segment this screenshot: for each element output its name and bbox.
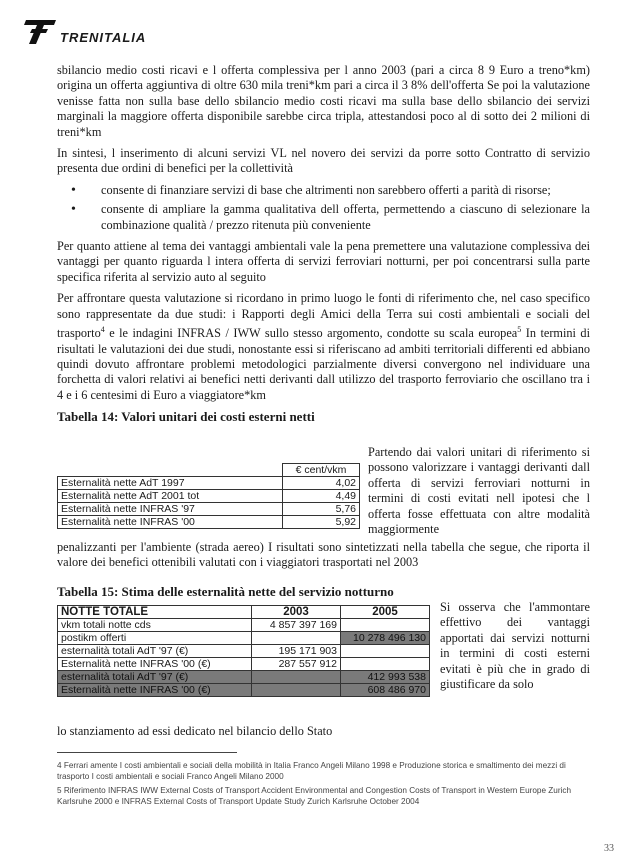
value-2005: [341, 658, 430, 671]
value-2005: [341, 645, 430, 658]
table-header-row: [58, 464, 360, 477]
value-2003: 287 557 912: [252, 658, 341, 671]
trenitalia-logo-icon: [24, 16, 58, 51]
value-2003: [252, 684, 341, 697]
table-15-side-text: Si osserva che l'ammontare effettivo dei vantaggi apportati dai servizi notturni in termini di costi esterni evitati è più che in grado di giustificare da solo: [440, 600, 590, 692]
page-number: 33: [604, 843, 614, 854]
document-header: [24, 16, 324, 50]
document-body: [57, 63, 590, 433]
row-value: 5,76: [283, 503, 360, 516]
unit-header: € cent/vkm: [283, 464, 360, 477]
list-item: • consente di finanziare servizi di base che altrimenti non sarebbero offerti a parità di risorse;: [79, 183, 590, 198]
row-label: postikm offerti: [58, 632, 252, 645]
row-label: Esternalità nette AdT 2001 tot: [58, 490, 283, 503]
table-row: [58, 477, 360, 490]
paragraph-6: lo stanziamento ad essi dedicato nel bilancio dello Stato: [57, 724, 333, 738]
paragraph-4: [57, 291, 590, 403]
table-14-side-text: Partendo dai valori unitari di riferimento si possono valorizzare i vantaggi derivanti dall offerta di servizi ferroviari notturni in termini di costi evitati nell ipotesi che l offerta fosse effettuata con altre modalità maggiormente: [368, 445, 590, 537]
paragraph-4-part-a: Per affrontare questa valutazione si ricordano in primo luogo le fonti di riferimento che, nel caso specifico sono rappresentate da due studi: i Rapporti degli Amici della Terra sui costi ambientali e sociali del trasporto: [57, 291, 590, 341]
table-row: [58, 645, 430, 658]
footnote-5: 5 Riferimento INFRAS IWW External Costs of Transport Accident Environmental and Congestion Costs of Transport in Western Europe Zurich Karlsruhe 2000 e INFRAS External Costs of Transport Update Study Zurich Karlsruhe October 2004: [57, 786, 572, 806]
row-label: Esternalità nette INFRAS '00: [58, 516, 283, 529]
value-2005: [341, 619, 430, 632]
footnote-divider: [57, 752, 237, 753]
row-label: Esternalità nette INFRAS '00 (€): [58, 684, 252, 697]
table-row: [58, 632, 430, 645]
paragraph-1: sbilancio medio costi ricavi e l offerta complessiva per l anno 2003 (pari a circa 8 9 Euro a treno*km) origina un offerta aggiuntiva di oltre 630 mila treni*km pari a circa il 3 8% dell'offerta Se poi la valutazione venisse fatta non sulla base dello sbilancio medio costi ricavi ma sulla base dello sbilancio dei servizi marginali la maggiore offerta disponibile sarebbe circa tripla, attestandosi poco al di sotto dei 2 milioni di treni*km: [57, 63, 590, 139]
footnote-ref-4: 4: [100, 325, 105, 335]
value-2005: 608 486 970: [341, 684, 430, 697]
row-label: vkm totali notte cds: [58, 619, 252, 632]
paragraph-3: Per quanto attiene al tema dei vantaggi ambientali vale la pena premettere una valutazione complessiva dei vantaggi per quanto riguarda l intera offerta di servizi ferroviari notturni, per poi concentrarsi sulla parte specifica riferita al servizio auto al seguito: [57, 239, 590, 284]
footnote-4: 4 Ferrari amente I costi ambientali e sociali della mobilità in Italia Franco Angeli Milano 1998 e Produzione storica e smaltimento dei mezzi di trasporto I costi ambientali e sociali Franco Angeli Milano 2000: [57, 761, 566, 781]
table-row: [58, 684, 430, 697]
table-row: [58, 671, 430, 684]
benefits-list: [57, 183, 590, 233]
table-header-row: [58, 606, 430, 619]
brand-name: TRENITALIA: [60, 30, 147, 45]
table-row: [58, 503, 360, 516]
value-2003: 195 171 903: [252, 645, 341, 658]
table-corner: [58, 464, 283, 477]
column-header: 2003: [252, 606, 341, 619]
paragraph-4-part-c: In termini di risultati le valutazioni dei due studi, nonostante essi si riferiscano ad ambiti territoriali differenti ed abbiano quindi dovuto affrontare problemi metodologici parzialmente diversi convergono nel individuare una forchetta di valori relativi ai benefici netti derivanti dall utilizzo del trasporto ferroviario che oscillano tra i 4 e i 6 centesimi di Euro a viaggiatore*km: [57, 326, 590, 402]
footnote-ref-5: 5: [517, 325, 522, 335]
table-15-title: Tabella 15: Stima delle esternalità nette del servizio notturno: [57, 584, 394, 599]
row-value: 4,02: [283, 477, 360, 490]
row-value: 4,49: [283, 490, 360, 503]
row-label: esternalità totali AdT '97 (€): [58, 671, 252, 684]
row-label: Esternalità nette INFRAS '97: [58, 503, 283, 516]
value-2003: [252, 632, 341, 645]
row-label: esternalità totali AdT '97 (€): [58, 645, 252, 658]
table-14-title: Tabella 14: Valori unitari dei costi esterni netti: [57, 409, 315, 425]
value-2003: [252, 671, 341, 684]
paragraph-5: penalizzanti per l'ambiente (strada aereo) I risultati sono sintetizzati nella tabella che segue, che riporta il valore dei benefici ottenibili valutati con i viaggiatori trasportati nel 2003: [57, 540, 590, 570]
table-row: [58, 516, 360, 529]
table-14: [57, 463, 360, 529]
row-label: Esternalità nette AdT 1997: [58, 477, 283, 490]
value-2003: 4 857 397 169: [252, 619, 341, 632]
row-label: Esternalità nette INFRAS '00 (€): [58, 658, 252, 671]
footnotes: [57, 760, 597, 807]
row-value: 5,92: [283, 516, 360, 529]
value-2005: 10 278 496 130: [341, 632, 430, 645]
table-row: [58, 490, 360, 503]
column-header: 2005: [341, 606, 430, 619]
column-header: NOTTE TOTALE: [58, 606, 252, 619]
value-2005: 412 993 538: [341, 671, 430, 684]
list-item: • consente di ampliare la gamma qualitativa dell offerta, permettendo a ciascuno di selezionare la combinazione qualità / prezzo ritenuta più conveniente: [79, 202, 590, 233]
table-row: [58, 658, 430, 671]
paragraph-4-part-b: e le indagini INFRAS / IWW sullo stesso argomento, condotte su scala europea: [104, 326, 518, 341]
table-row: [58, 619, 430, 632]
paragraph-2: In sintesi, l inserimento di alcuni servizi VL nel novero dei servizi da porre sotto Contratto di servizio presenta due ordini di benefici per la collettività: [57, 146, 590, 176]
table-15: [57, 605, 430, 697]
